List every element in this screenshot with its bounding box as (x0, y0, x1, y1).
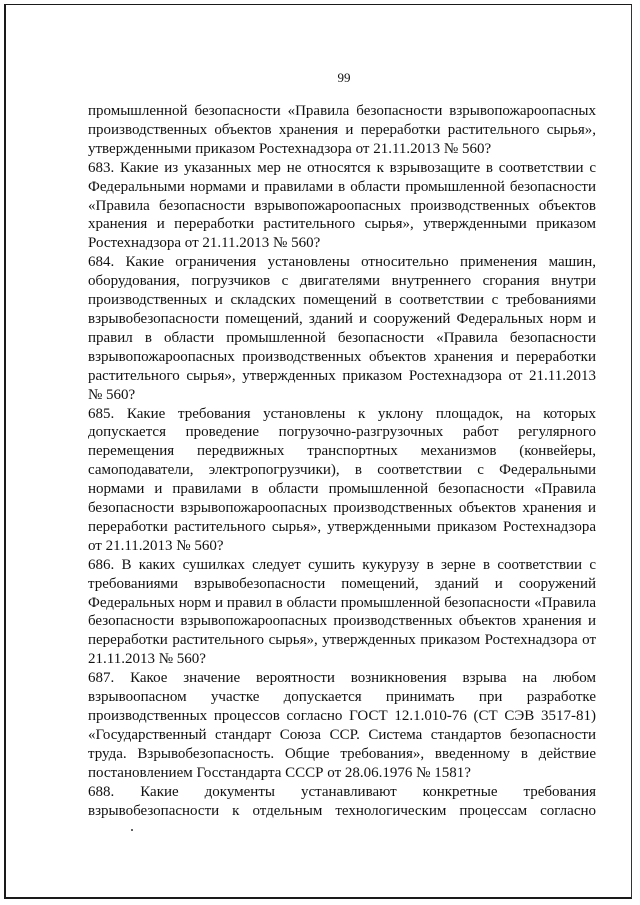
page-number: 99 (337, 70, 351, 85)
document-page (88, 70, 596, 820)
question-683: 683. Какие из указанных мер не относятся к взрывозащите в соответствии с Федеральными нормами и правилами в области промышленной безопасности «Правила безопасности взрывопожароопасных производственных объектов хранения и переработки растительного сырья», утвержденными приказом Ростехнадзора от 21.11.2013 № 560? (88, 159, 596, 252)
question-686: 686. В каких сушилках следует сушить кукурузу в зерне в соответствии с требованиями взрывобезопасности помещений, зданий и сооружений Федеральных норм и правил в области промышленной безопасности «Правила безопасности взрывопожароопасных производственных объектов хранения и переработки растительного сырья», утвержденных приказом Ростехнадзора от 21.11.2013 № 560? (88, 556, 596, 668)
scan-speck (131, 829, 133, 831)
question-688: 688. Какие документы устанавливают конкретные требования взрывобезопасности к отдельным технологическим процессам согласно (88, 783, 596, 819)
question-684: 684. Какие ограничения установлены относительно применения машин, оборудования, погрузчиков с двигателями внутреннего сгорания внутри производственных и складских помещений в соответствии с требованиями взрывобезопасности помещений, зданий и сооружений Федеральных норм и правил в области промышленной безопасности «Правила безопасности взрывопожароопасных производственных объектов хранения и переработки растительного сырья», утвержденных приказом Ростехнадзора от 21.11.2013 № 560? (88, 254, 596, 403)
intro-paragraph: промышленной безопасности «Правила безопасности взрывопожароопасных производственных объектов хранения и переработки растительного сырья», утвержденными приказом Ростехнадзора от 21.11.2013 № 560? (88, 103, 596, 157)
question-685: 685. Какие требования установлены к уклону площадок, на которых допускается проведение погрузочно-разгрузочных работ регулярного перемещения передвижных транспортных механизмов (конвейеры, самоподаватели, электропогрузчики), в соответствии с Федеральными нормами и правилами в области промышленной безопасности «Правила безопасности взрывопожароопасных производственных объектов хранения и переработки растительного сырья», утвержденными приказом Ростехнадзора от 21.11.2013 № 560? (88, 405, 596, 554)
question-687: 687. Какое значение вероятности возникновения взрыва на любом взрывоопасном участке допускается принимать при разработке производственных процессов согласно ГОСТ 12.1.010-76 (СТ СЭВ 3517-81) «Государственный стандарт Союза ССР. Система стандартов безопасности труда. Взрывобезопасность. Общие требования», введенному в действие постановлением Госстандарта СССР от 28.06.1976 № 1581? (88, 670, 596, 781)
